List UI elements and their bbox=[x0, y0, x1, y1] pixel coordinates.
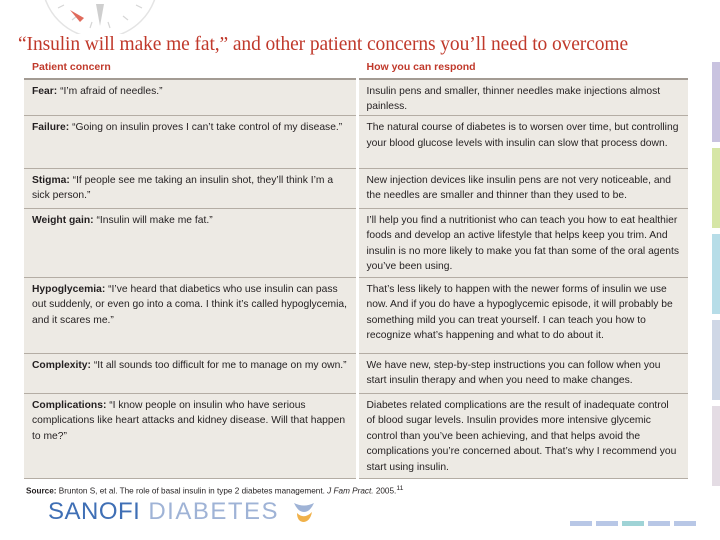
concern-quote: “I’m afraid of needles.” bbox=[60, 85, 163, 97]
footer-color-dashes bbox=[570, 521, 700, 526]
concerns-table bbox=[24, 58, 688, 479]
clock-face-decoration-icon bbox=[0, 0, 200, 34]
brand-word-sanofi: SANOFI bbox=[48, 498, 141, 525]
concern-cell bbox=[24, 116, 357, 169]
concern-label: Hypoglycemia: bbox=[32, 283, 106, 295]
source-year: 2005. bbox=[373, 486, 397, 496]
right-edge-color-tabs bbox=[712, 62, 720, 482]
table-row bbox=[24, 79, 688, 116]
footer-dash bbox=[648, 521, 670, 526]
concern-cell bbox=[24, 208, 357, 277]
color-tab bbox=[712, 148, 720, 228]
concern-label: Stigma: bbox=[32, 174, 70, 186]
source-label: Source: bbox=[26, 486, 57, 496]
concern-quote: “If people see me taking an insulin shot, they’ll think I’m a sick person.” bbox=[32, 174, 334, 202]
source-journal: J Fam Pract. bbox=[327, 486, 374, 496]
footer-dash bbox=[596, 521, 618, 526]
table-row bbox=[24, 393, 688, 478]
response-cell: Diabetes related complications are the result of inadequate control of blood sugar levels. Insulin provides more intensive glycemic control than you’ve been achieving, and that helps avoid the complications you’re concerned about. That’s why I recommend you start using insulin. bbox=[357, 393, 688, 478]
concern-cell bbox=[24, 393, 357, 478]
sanofi-logo-mark-icon bbox=[291, 500, 317, 524]
table-row bbox=[24, 208, 688, 277]
concern-cell bbox=[24, 353, 357, 393]
concern-label: Complexity: bbox=[32, 359, 91, 371]
table-row bbox=[24, 168, 688, 208]
concern-cell bbox=[24, 168, 357, 208]
color-tab bbox=[712, 62, 720, 142]
concern-cell bbox=[24, 79, 357, 116]
footer-dash bbox=[622, 521, 644, 526]
concern-quote: “I know people on insulin who have serious complications like heart attacks and kidney disease. Will that happen to me?” bbox=[32, 399, 346, 442]
footer-dash bbox=[674, 521, 696, 526]
table-row bbox=[24, 116, 688, 169]
concern-label: Complications: bbox=[32, 399, 107, 411]
response-cell: That’s less likely to happen with the newer forms of insulin we use now. And if you do have a hypoglycemic episode, it will probably be something mild you can treat yourself. I can teach you how to recognize what’s happening and what to do about it. bbox=[357, 277, 688, 353]
response-cell: We have new, step-by-step instructions you can follow when you start insulin therapy and when you need to make changes. bbox=[357, 353, 688, 393]
footer-dash bbox=[570, 521, 592, 526]
concern-label: Failure: bbox=[32, 122, 70, 134]
source-ref: 11 bbox=[396, 485, 404, 492]
concern-quote: “Going on insulin proves I can’t take control of my disease.” bbox=[72, 122, 343, 134]
header-patient-concern: Patient concern bbox=[24, 58, 357, 79]
table-row bbox=[24, 353, 688, 393]
source-text: Brunton S, et al. The role of basal insulin in type 2 diabetes management. bbox=[56, 486, 328, 496]
table-header-row bbox=[24, 58, 688, 79]
color-tab bbox=[712, 234, 720, 314]
concern-quote: “I’ve heard that diabetics who use insulin can pass out suddenly, or even go into a coma. I think it’s called hypoglycemia, and it scares me.” bbox=[32, 283, 347, 326]
page-title: “Insulin will make me fat,” and other patient concerns you’ll need to overcome bbox=[18, 34, 629, 55]
header-how-you-can-respond: How you can respond bbox=[357, 58, 688, 79]
concern-cell bbox=[24, 277, 357, 353]
sanofi-diabetes-logo bbox=[48, 498, 317, 526]
response-cell: Insulin pens and smaller, thinner needles make injections almost painless. bbox=[357, 79, 688, 116]
concern-quote: “Insulin will make me fat.” bbox=[96, 214, 213, 226]
color-tab bbox=[712, 406, 720, 486]
response-cell: The natural course of diabetes is to worsen over time, but controlling your blood glucose levels with insulin can slow that process down. bbox=[357, 116, 688, 169]
response-cell: New injection devices like insulin pens are not very noticeable, and the needles are smaller and thinner than they used to be. bbox=[357, 168, 688, 208]
response-cell: I’ll help you find a nutritionist who can teach you how to eat healthier foods and develop an active lifestyle that helps keep you trim. And insulin is no more likely to make you fat than some of the oral agents you’ve been using. bbox=[357, 208, 688, 277]
concern-label: Weight gain: bbox=[32, 214, 94, 226]
brand-word-diabetes: DIABETES bbox=[148, 498, 280, 525]
concern-label: Fear: bbox=[32, 85, 58, 97]
table-row bbox=[24, 277, 688, 353]
color-tab bbox=[712, 320, 720, 400]
source-citation bbox=[26, 485, 403, 496]
concern-quote: “It all sounds too difficult for me to manage on my own.” bbox=[93, 359, 347, 371]
